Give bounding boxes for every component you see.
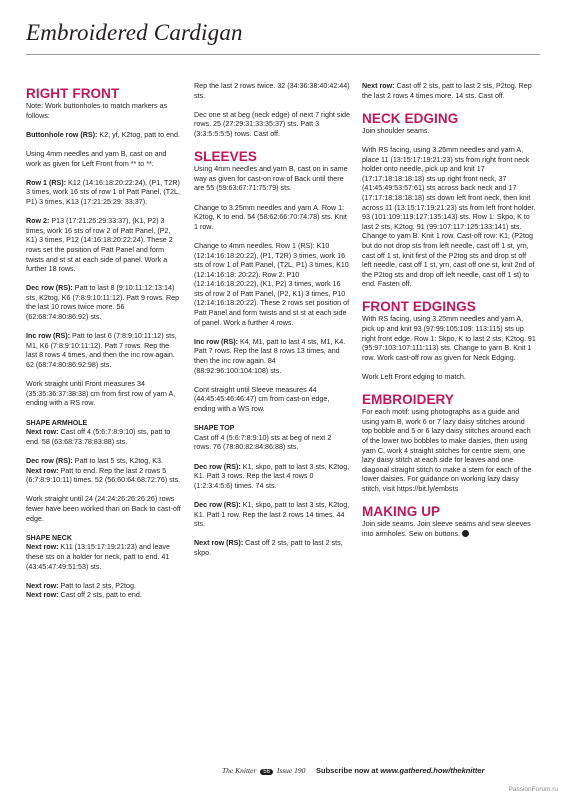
instruction-paragraph xyxy=(26,380,182,409)
paragraph-text: Change to 3.25mm needles and yarn A. Row 1: K2tog, K to end. 54 (58:62:66:70:74:78) sts. Knit 1 row. xyxy=(194,203,347,231)
instruction-paragraph xyxy=(194,242,350,328)
row-label: Buttonhole row (RS): xyxy=(26,130,98,139)
paragraph-text: Change to 4mm needles. Row 1 (RS): K10 (12:14:16:18:20:22), (P1, T2R) 3 times, work 16 sts of row 1 of Patt Panel, (T2L, P1) 3 times, K10 (12:14:16:18: 20:22). Row 2: P10 (12:14:16:18:20:22), (K1, P2) 3 times, work 16 sts of row 2 of Patt Panel, (P2, K1) 3 times, P10 (12:14:16:18:20:22). These 2 rows set position of Patt Panel and form twists and st st at each side of panel. Work a further 4 rows. xyxy=(194,241,350,327)
instruction-paragraph xyxy=(194,501,350,530)
subsection-heading: SHAPE NECK xyxy=(26,534,72,542)
paragraph-text: P13 (17:21:25:29:33:37), (K1, P2) 3 times, work 16 sts of row 2 of Patt Panel, (P2, K1) 3 times, P12 (14:16:18:20:22:24). These 2 rows set the position of Patt Panel and form twists and st st at each side of panel. Work a further 18 rows. xyxy=(26,217,173,274)
paragraph-text: Dec one st at beg (neck edge) of next 7 right side rows. 25 (27:29:31:33:35:37) sts. Patt 3 (3:3:5:5:5:5) rows. Cast off. xyxy=(194,110,350,138)
row-label: Next row: xyxy=(26,428,59,437)
paragraph-text: Join side seams. Join sleeve seams and sew sleeves into armholes. Sew on buttons. xyxy=(362,520,531,538)
paragraph-text: Patt to last 2 sts, P2tog. xyxy=(58,581,136,590)
paragraph-text: K12 (14:16:18:20:22:24), (P1, T2R) 3 times, work 16 sts of row 1 of Patt Panel, (T2L, P1) 3 times, K13 (17:21:25:29: 33:37). xyxy=(26,178,180,206)
instruction-paragraph xyxy=(26,150,182,169)
row-label: Next row: xyxy=(26,591,59,600)
row-label: Dec row (RS): xyxy=(26,284,73,293)
paragraph-text: K11 (13:15:17:19:21:23) and leave these sts on a holder for neck, patt to end. 41 (43:45:47:49:51:53) sts. xyxy=(26,543,170,571)
row-label: Next row: xyxy=(26,543,59,552)
footer-subscribe xyxy=(316,766,485,775)
footer-magazine xyxy=(222,766,305,775)
paragraph-text: Join shoulder seams. xyxy=(362,126,430,135)
instruction-paragraph xyxy=(362,520,536,539)
footer-subscribe-text: Subscribe now at xyxy=(316,766,381,775)
paragraph-text: Using 4mm needles and yarn B, cast on in same way as given for cast-on row of Back until there are 55 (59:63:67:71:75:79) sts. xyxy=(194,165,348,193)
column-1 xyxy=(26,86,182,610)
watermark: PassionForum.ru xyxy=(508,786,558,793)
paragraph-text: K1, skpo, patt to last 3 sts, K2tog, K1. Patt 1 row. Rep the last 2 rows 14 times. 44 sts. xyxy=(194,500,350,529)
paragraph-text: Cast off 2 sts, patt to end. xyxy=(58,591,142,600)
paragraph-text: Cont straight until Sleeve measures 44 (44:45:45:46:46:47) cm from cast-on edge, ending with a WS row. xyxy=(194,385,330,413)
footer-subscribe-link[interactable]: www.gathered.how/theknitter xyxy=(380,766,485,775)
instruction-paragraph xyxy=(26,217,182,275)
row-label: Next row: xyxy=(26,581,59,590)
instruction-paragraph xyxy=(26,428,182,447)
title-divider xyxy=(26,54,540,55)
row-label: Inc row (RS): xyxy=(194,337,239,346)
instruction-paragraph xyxy=(362,127,536,137)
paragraph-text: Note: Work buttonholes to match markers as follows: xyxy=(26,102,168,120)
paragraph-text: K4, M1, patt to last 4 sts, M1, K4. Patt 7 rows. Rep the last 8 rows 13 times, and then the inc row again. 84 (88:92:96:100:104:108) sts. xyxy=(194,337,346,375)
row-label: Dec row (RS): xyxy=(194,500,241,509)
instruction-paragraph xyxy=(362,315,536,363)
instruction-paragraph xyxy=(26,591,182,601)
footer-magazine-name: The Knitter xyxy=(222,766,257,775)
section-heading: NECK EDGING xyxy=(362,110,459,126)
section-heading: FRONT EDGINGS xyxy=(362,299,476,315)
instruction-paragraph xyxy=(26,582,182,592)
row-label: Next row: xyxy=(26,466,59,475)
instruction-paragraph xyxy=(362,373,536,383)
instruction-paragraph xyxy=(26,179,182,208)
section-heading: MAKING UP xyxy=(362,504,441,520)
instruction-paragraph xyxy=(26,131,182,141)
end-mark-icon xyxy=(462,530,469,537)
page-title: Embroidered Cardigan xyxy=(26,20,243,45)
paragraph-text: With RS facing, using 3.25mm needles and yarn A, place 11 (13:15:17:19:21:23) sts from right front neck holder onto needle, pick up and knit 17 (17:17:18:18:18:18) sts up right front neck, 37 (41:45:49:53:57:61) sts across back neck and 17 (17:17:18:18:18:18) sts down left front neck, then knit across 11 (13:15:17:19:21:23) sts from left front holder. 93 (101:109:119:127:135:143) sts. Row 1: Skpo, K to last 2 sts, K2tog. 91 (99:107:117:125:133:141) sts. Change to yarn B. Knit 1 row. Cast-off row: K1, (P2tog but do not drop sts from left needle, cast off 1 st, yrn, cast off 1 st, knit first of the P2tog sts and drop st off left needle, cast off 1 st, yrn, cast off one st, knit 2nd of the P2tog sts and drop off left needle, cast off 1 st) to end. Fasten off. xyxy=(362,145,536,289)
paragraph-text: Work straight until 24 (24:24:26:26:26:26) rows fewer have been worked than on Back to cast-off edge. xyxy=(26,495,181,523)
paragraph-text: Patt to end. Rep the last 2 rows 5 (6:7:8:9:10:11) times. 52 (56:60:64:68:72:76) sts. xyxy=(26,466,181,485)
row-label: Row 1 (RS): xyxy=(26,178,67,187)
row-label: Inc row (RS): xyxy=(26,332,71,341)
instruction-paragraph xyxy=(26,284,182,322)
subsection-heading: SHAPE TOP xyxy=(194,425,235,433)
instruction-paragraph xyxy=(194,111,350,140)
paragraph-text: Cast off 4 (5:6:7:8:9:10) sts at beg of next 2 rows. 76 (78:80:82:84:86:88) sts. xyxy=(194,433,332,452)
column-3 xyxy=(362,82,536,549)
instruction-paragraph xyxy=(26,543,182,572)
row-label: Row 2: xyxy=(26,217,50,226)
instruction-paragraph xyxy=(194,82,350,101)
paragraph-text: Patt to last 8 (9:10:11:12:13:14) sts, K2tog, K6 (7:8:9:10:11:12). Patt 9 rows. Rep the last 10 rows twice more. 56 (62:68:74:80:86:92) sts. xyxy=(26,284,180,322)
instruction-paragraph xyxy=(194,434,350,453)
instruction-paragraph xyxy=(26,467,182,486)
paragraph-text: Work Left Front edging to match. xyxy=(362,373,466,382)
instruction-paragraph xyxy=(194,539,350,558)
section-heading: RIGHT FRONT xyxy=(26,86,120,101)
row-label: Dec row (RS): xyxy=(194,462,241,471)
instruction-paragraph xyxy=(362,408,536,494)
paragraph-text: Cast off 2 sts, patt to last 2 sts, skpo. xyxy=(194,539,343,557)
section-heading: SLEEVES xyxy=(194,149,257,165)
instruction-paragraph xyxy=(194,165,350,194)
paragraph-text: K1, skpo, patt to last 3 sts, K2tog, K1. Patt 3 rows. Rep the last 4 rows 0 (1:2:3:4:5:6) times. 74 sts. xyxy=(194,462,350,490)
paragraph-text: With RS facing, using 3.25mm needles and yarn A, pick up and knit 93 (97:99:105:109: 113:115) sts up right front edge. Row 1: Skpo, K to last 2 sts, K2tog. 91 (95:97:103:107:111:113) sts. Change to yarn B. Knit 1 row. Work cast-off row as given for Neck Edging. xyxy=(362,315,536,362)
instruction-paragraph xyxy=(26,102,182,121)
instruction-paragraph xyxy=(194,386,350,415)
page-number: 56 xyxy=(260,769,273,775)
paragraph-text: Patt to last 5 sts, K2tog, K3. xyxy=(72,456,163,465)
column-2 xyxy=(194,82,350,568)
section-heading: EMBROIDERY xyxy=(362,392,455,408)
instruction-paragraph xyxy=(194,204,350,233)
instruction-paragraph xyxy=(362,82,536,101)
instruction-paragraph xyxy=(26,457,182,467)
instruction-paragraph xyxy=(194,463,350,492)
paragraph-text: Using 4mm needles and yarn B, cast on and work as given for Left Front from ** to **. xyxy=(26,149,167,168)
paragraph-text: Cast off 4 (5:6:7:8:9:10) sts, patt to end. 58 (63:68:73:78:83:88) sts. xyxy=(26,428,171,446)
instruction-paragraph xyxy=(26,495,182,524)
row-label: Dec row (RS): xyxy=(26,456,73,465)
paragraph-text: For each motif: using photographs as a guide and using yarn B, work 6 or 7 lazy daisy stitches around top bobble and 5 or 6 lazy daisy stitches around each of the lower two bobbles to make daisies, then using yarn C, work 4 straight stitches for centre stem, one lazy daisy stitch at each side for leaves and one diagonal straight stitch to make a stem for each of the lower daisies. For guidance on working lazy daisy stitch, visit https://bit.ly/embsts xyxy=(362,408,532,493)
instruction-paragraph xyxy=(26,332,182,370)
paragraph-text: K2, yf, K2tog, patt to end. xyxy=(97,130,180,139)
paragraph-text: Patt to last 6 (7:8:9:10:11:12) sts, M1, K6 (7:8:9:10:11:12). Patt 7 rows. Rep the last 8 rows 4 times, and then the inc row again. 62 (68:74:80:86:92:98) sts. xyxy=(26,332,177,370)
paragraph-text: Cast off 2 sts, patt to last 2 sts, P2tog. Rep the last 2 rows 4 times more. 14 sts. Cast off. xyxy=(362,82,532,100)
instruction-paragraph xyxy=(194,338,350,376)
row-label: Next row (RS): xyxy=(194,539,244,548)
footer-issue: Issue 190 xyxy=(276,766,306,775)
row-label: Next row: xyxy=(362,82,395,90)
paragraph-text: Rep the last 2 rows twice. 32 (34:36:38:40:42:44) sts. xyxy=(194,82,350,100)
paragraph-text: Work straight until Front measures 34 (35:35:36:37:38:38) cm from first row of yarn A, ending with a RS row. xyxy=(26,380,176,408)
instruction-paragraph xyxy=(362,146,536,290)
subsection-heading: SHAPE ARMHOLE xyxy=(26,419,88,427)
